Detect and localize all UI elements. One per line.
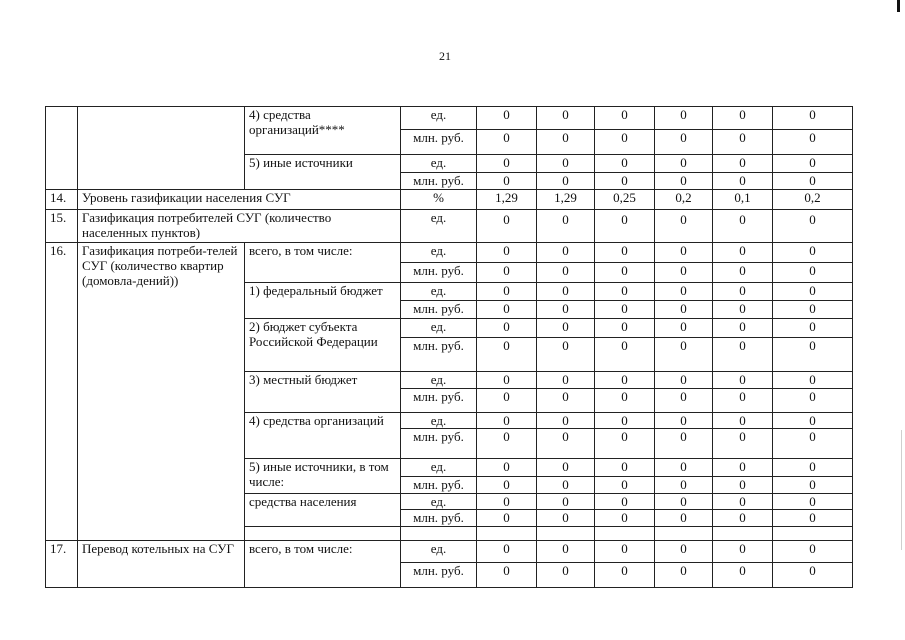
unit-label: ед. bbox=[401, 459, 477, 477]
r13-src5-mln-value-5: 0 bbox=[713, 173, 773, 190]
unit-label: % bbox=[401, 190, 477, 210]
row-number: 16. bbox=[46, 243, 78, 541]
row-name-empty bbox=[78, 107, 245, 190]
unit-label: ед. bbox=[401, 107, 477, 130]
unit-label: млн. руб. bbox=[401, 389, 477, 413]
r13-src5-ed-value-6: 0 bbox=[773, 155, 853, 173]
unit-label: ед. bbox=[401, 210, 477, 243]
source-label-empty bbox=[245, 527, 401, 541]
source-label: 1) федеральный бюджет bbox=[245, 283, 401, 319]
r13-src5-ed-value-5: 0 bbox=[713, 155, 773, 173]
r16-src2-mln-value-6: 0 bbox=[773, 338, 853, 372]
r16-src4-ed-value-3: 0 bbox=[595, 413, 655, 429]
r16-total-mln-value-5: 0 bbox=[713, 263, 773, 283]
table-row bbox=[46, 243, 853, 263]
r17-total-ed-value-2: 0 bbox=[537, 541, 595, 563]
r16-total-mln-value-3: 0 bbox=[595, 263, 655, 283]
r16-src3-mln-value-6: 0 bbox=[773, 389, 853, 413]
source-label: 3) местный бюджет bbox=[245, 372, 401, 413]
table-row bbox=[46, 210, 853, 243]
r13-src5-ed-value-4: 0 bbox=[655, 155, 713, 173]
source-label: 5) иные источники, в том числе: bbox=[245, 459, 401, 494]
source-label: 5) иные источники bbox=[245, 155, 401, 190]
r16-src1-mln-value-6: 0 bbox=[773, 301, 853, 319]
r16-src1-mln-value-2: 0 bbox=[537, 301, 595, 319]
unit-label: ед. bbox=[401, 319, 477, 338]
r14-value-3: 0,25 bbox=[595, 190, 655, 210]
r16-src4-ed-value-4: 0 bbox=[655, 413, 713, 429]
r16-src1-mln-value-1: 0 bbox=[477, 301, 537, 319]
r16-total-mln-value-1: 0 bbox=[477, 263, 537, 283]
unit-label: млн. руб. bbox=[401, 301, 477, 319]
r16-src4-ed-value-2: 0 bbox=[537, 413, 595, 429]
r13-src4-mln-value-4: 0 bbox=[655, 130, 713, 155]
row-name: Газификация потреби-телей СУГ (количество квартир (домовла-дений)) bbox=[78, 243, 245, 541]
r13-src4-ed-value-4: 0 bbox=[655, 107, 713, 130]
r16-src5-mln-value-5: 0 bbox=[713, 477, 773, 494]
scan-edge-mark bbox=[897, 0, 900, 12]
r17-total-ed-value-6: 0 bbox=[773, 541, 853, 563]
r16-src2-mln-value-5: 0 bbox=[713, 338, 773, 372]
r16-src5-ed-value-5: 0 bbox=[713, 459, 773, 477]
r13-src5-mln-value-6: 0 bbox=[773, 173, 853, 190]
unit-label: ед. bbox=[401, 413, 477, 429]
r16-src6-mln-value-1: 0 bbox=[477, 510, 537, 527]
unit-label: ед. bbox=[401, 494, 477, 510]
r14-value-2: 1,29 bbox=[537, 190, 595, 210]
r16-src1-ed-value-4: 0 bbox=[655, 283, 713, 301]
r16-src4-ed-value-1: 0 bbox=[477, 413, 537, 429]
r15-value-2: 0 bbox=[537, 210, 595, 243]
empty-value bbox=[655, 527, 713, 541]
r16-total-ed-value-3: 0 bbox=[595, 243, 655, 263]
source-label: всего, в том числе: bbox=[245, 541, 401, 588]
r17-total-ed-value-1: 0 bbox=[477, 541, 537, 563]
r16-src5-mln-value-3: 0 bbox=[595, 477, 655, 494]
r14-value-1: 1,29 bbox=[477, 190, 537, 210]
gasification-table bbox=[45, 106, 853, 588]
row-number: 14. bbox=[46, 190, 78, 210]
r16-src2-mln-value-3: 0 bbox=[595, 338, 655, 372]
r16-src1-ed-value-5: 0 bbox=[713, 283, 773, 301]
unit-label: ед. bbox=[401, 541, 477, 563]
r16-src4-mln-value-1: 0 bbox=[477, 429, 537, 459]
r16-src2-mln-value-4: 0 bbox=[655, 338, 713, 372]
r16-src5-ed-value-2: 0 bbox=[537, 459, 595, 477]
unit-label: млн. руб. bbox=[401, 563, 477, 588]
r17-total-mln-value-4: 0 bbox=[655, 563, 713, 588]
r16-src2-mln-value-1: 0 bbox=[477, 338, 537, 372]
r17-total-mln-value-5: 0 bbox=[713, 563, 773, 588]
r16-src4-mln-value-5: 0 bbox=[713, 429, 773, 459]
r16-src5-mln-value-6: 0 bbox=[773, 477, 853, 494]
r16-src6-mln-value-4: 0 bbox=[655, 510, 713, 527]
row-name: Газификация потребителей СУГ (количество населенных пунктов) bbox=[78, 210, 401, 243]
r17-total-mln-value-3: 0 bbox=[595, 563, 655, 588]
empty-value bbox=[773, 527, 853, 541]
scan-edge-line bbox=[901, 430, 902, 550]
r16-src4-ed-value-5: 0 bbox=[713, 413, 773, 429]
r16-src3-ed-value-5: 0 bbox=[713, 372, 773, 389]
r16-src6-ed-value-4: 0 bbox=[655, 494, 713, 510]
r16-total-mln-value-4: 0 bbox=[655, 263, 713, 283]
r17-total-ed-value-5: 0 bbox=[713, 541, 773, 563]
row-name: Перевод котельных на СУГ bbox=[78, 541, 245, 588]
r16-src5-ed-value-4: 0 bbox=[655, 459, 713, 477]
unit-label: млн. руб. bbox=[401, 130, 477, 155]
r16-src1-mln-value-5: 0 bbox=[713, 301, 773, 319]
r16-src5-ed-value-1: 0 bbox=[477, 459, 537, 477]
r17-total-ed-value-3: 0 bbox=[595, 541, 655, 563]
r16-src1-ed-value-6: 0 bbox=[773, 283, 853, 301]
r16-src2-ed-value-1: 0 bbox=[477, 319, 537, 338]
r16-src2-ed-value-3: 0 bbox=[595, 319, 655, 338]
r15-value-5: 0 bbox=[713, 210, 773, 243]
unit-label: млн. руб. bbox=[401, 338, 477, 372]
r16-total-mln-value-6: 0 bbox=[773, 263, 853, 283]
source-label: 4) средства организаций**** bbox=[245, 107, 401, 155]
r17-total-mln-value-1: 0 bbox=[477, 563, 537, 588]
r16-src6-ed-value-2: 0 bbox=[537, 494, 595, 510]
r16-src1-mln-value-4: 0 bbox=[655, 301, 713, 319]
r13-src4-mln-value-3: 0 bbox=[595, 130, 655, 155]
r16-src3-mln-value-3: 0 bbox=[595, 389, 655, 413]
r13-src4-mln-value-1: 0 bbox=[477, 130, 537, 155]
unit-label: млн. руб. bbox=[401, 477, 477, 494]
r16-src5-mln-value-1: 0 bbox=[477, 477, 537, 494]
r16-src3-mln-value-4: 0 bbox=[655, 389, 713, 413]
r16-total-ed-value-5: 0 bbox=[713, 243, 773, 263]
r16-src3-mln-value-2: 0 bbox=[537, 389, 595, 413]
unit-label: ед. bbox=[401, 283, 477, 301]
r13-src4-ed-value-5: 0 bbox=[713, 107, 773, 130]
empty-value bbox=[537, 527, 595, 541]
r15-value-6: 0 bbox=[773, 210, 853, 243]
r13-src4-ed-value-3: 0 bbox=[595, 107, 655, 130]
r16-src3-ed-value-3: 0 bbox=[595, 372, 655, 389]
r16-src1-ed-value-3: 0 bbox=[595, 283, 655, 301]
r16-total-ed-value-2: 0 bbox=[537, 243, 595, 263]
r16-src5-mln-value-4: 0 bbox=[655, 477, 713, 494]
r17-total-mln-value-2: 0 bbox=[537, 563, 595, 588]
source-label: средства населения bbox=[245, 494, 401, 527]
table-row bbox=[46, 190, 853, 210]
r14-value-4: 0,2 bbox=[655, 190, 713, 210]
r16-src1-ed-value-1: 0 bbox=[477, 283, 537, 301]
r16-src6-mln-value-3: 0 bbox=[595, 510, 655, 527]
unit-label: ед. bbox=[401, 155, 477, 173]
r16-total-ed-value-1: 0 bbox=[477, 243, 537, 263]
unit-label: млн. руб. bbox=[401, 263, 477, 283]
r16-src1-ed-value-2: 0 bbox=[537, 283, 595, 301]
row-number: 17. bbox=[46, 541, 78, 588]
r13-src5-ed-value-3: 0 bbox=[595, 155, 655, 173]
empty-value bbox=[713, 527, 773, 541]
source-label: 4) средства организаций bbox=[245, 413, 401, 459]
r13-src5-ed-value-1: 0 bbox=[477, 155, 537, 173]
r16-src6-ed-value-5: 0 bbox=[713, 494, 773, 510]
r16-src6-ed-value-6: 0 bbox=[773, 494, 853, 510]
table-row bbox=[46, 541, 853, 563]
r16-src2-mln-value-2: 0 bbox=[537, 338, 595, 372]
r16-src3-ed-value-2: 0 bbox=[537, 372, 595, 389]
unit-label-empty bbox=[401, 527, 477, 541]
r16-src3-ed-value-1: 0 bbox=[477, 372, 537, 389]
r16-src3-mln-value-5: 0 bbox=[713, 389, 773, 413]
r13-src5-mln-value-3: 0 bbox=[595, 173, 655, 190]
r17-total-mln-value-6: 0 bbox=[773, 563, 853, 588]
table-row bbox=[46, 107, 853, 130]
r16-total-ed-value-6: 0 bbox=[773, 243, 853, 263]
unit-label: млн. руб. bbox=[401, 429, 477, 459]
empty-value bbox=[477, 527, 537, 541]
r16-src4-ed-value-6: 0 bbox=[773, 413, 853, 429]
r15-value-4: 0 bbox=[655, 210, 713, 243]
unit-label: млн. руб. bbox=[401, 173, 477, 190]
r16-src4-mln-value-4: 0 bbox=[655, 429, 713, 459]
r14-value-5: 0,1 bbox=[713, 190, 773, 210]
r13-src4-ed-value-1: 0 bbox=[477, 107, 537, 130]
r16-src2-ed-value-6: 0 bbox=[773, 319, 853, 338]
source-label: всего, в том числе: bbox=[245, 243, 401, 283]
unit-label: млн. руб. bbox=[401, 510, 477, 527]
r16-src2-ed-value-5: 0 bbox=[713, 319, 773, 338]
r13-src5-mln-value-4: 0 bbox=[655, 173, 713, 190]
r15-value-3: 0 bbox=[595, 210, 655, 243]
r13-src4-mln-value-6: 0 bbox=[773, 130, 853, 155]
r16-src6-ed-value-1: 0 bbox=[477, 494, 537, 510]
r16-src6-mln-value-5: 0 bbox=[713, 510, 773, 527]
r13-src5-mln-value-2: 0 bbox=[537, 173, 595, 190]
r16-src6-mln-value-6: 0 bbox=[773, 510, 853, 527]
r16-src4-mln-value-2: 0 bbox=[537, 429, 595, 459]
r16-src2-ed-value-2: 0 bbox=[537, 319, 595, 338]
r13-src4-mln-value-2: 0 bbox=[537, 130, 595, 155]
r16-src4-mln-value-6: 0 bbox=[773, 429, 853, 459]
unit-label: ед. bbox=[401, 243, 477, 263]
unit-label: ед. bbox=[401, 372, 477, 389]
page-number: 21 bbox=[439, 49, 451, 63]
r16-src2-ed-value-4: 0 bbox=[655, 319, 713, 338]
r16-src4-mln-value-3: 0 bbox=[595, 429, 655, 459]
r13-src5-mln-value-1: 0 bbox=[477, 173, 537, 190]
r13-src5-ed-value-2: 0 bbox=[537, 155, 595, 173]
row-number: 15. bbox=[46, 210, 78, 243]
r16-src6-mln-value-2: 0 bbox=[537, 510, 595, 527]
r16-src6-ed-value-3: 0 bbox=[595, 494, 655, 510]
r16-src3-mln-value-1: 0 bbox=[477, 389, 537, 413]
r16-src1-mln-value-3: 0 bbox=[595, 301, 655, 319]
r16-src5-ed-value-3: 0 bbox=[595, 459, 655, 477]
r17-total-ed-value-4: 0 bbox=[655, 541, 713, 563]
r16-total-mln-value-2: 0 bbox=[537, 263, 595, 283]
r16-src3-ed-value-6: 0 bbox=[773, 372, 853, 389]
r13-src4-mln-value-5: 0 bbox=[713, 130, 773, 155]
table-body bbox=[46, 107, 853, 588]
r13-src4-ed-value-2: 0 bbox=[537, 107, 595, 130]
row-name: Уровень газификации населения СУГ bbox=[78, 190, 401, 210]
empty-value bbox=[595, 527, 655, 541]
r16-src5-mln-value-2: 0 bbox=[537, 477, 595, 494]
source-label: 2) бюджет субъекта Российской Федерации bbox=[245, 319, 401, 372]
r16-src3-ed-value-4: 0 bbox=[655, 372, 713, 389]
r13-src4-ed-value-6: 0 bbox=[773, 107, 853, 130]
r14-value-6: 0,2 bbox=[773, 190, 853, 210]
r16-total-ed-value-4: 0 bbox=[655, 243, 713, 263]
row-number-empty bbox=[46, 107, 78, 190]
r15-value-1: 0 bbox=[477, 210, 537, 243]
r16-src5-ed-value-6: 0 bbox=[773, 459, 853, 477]
